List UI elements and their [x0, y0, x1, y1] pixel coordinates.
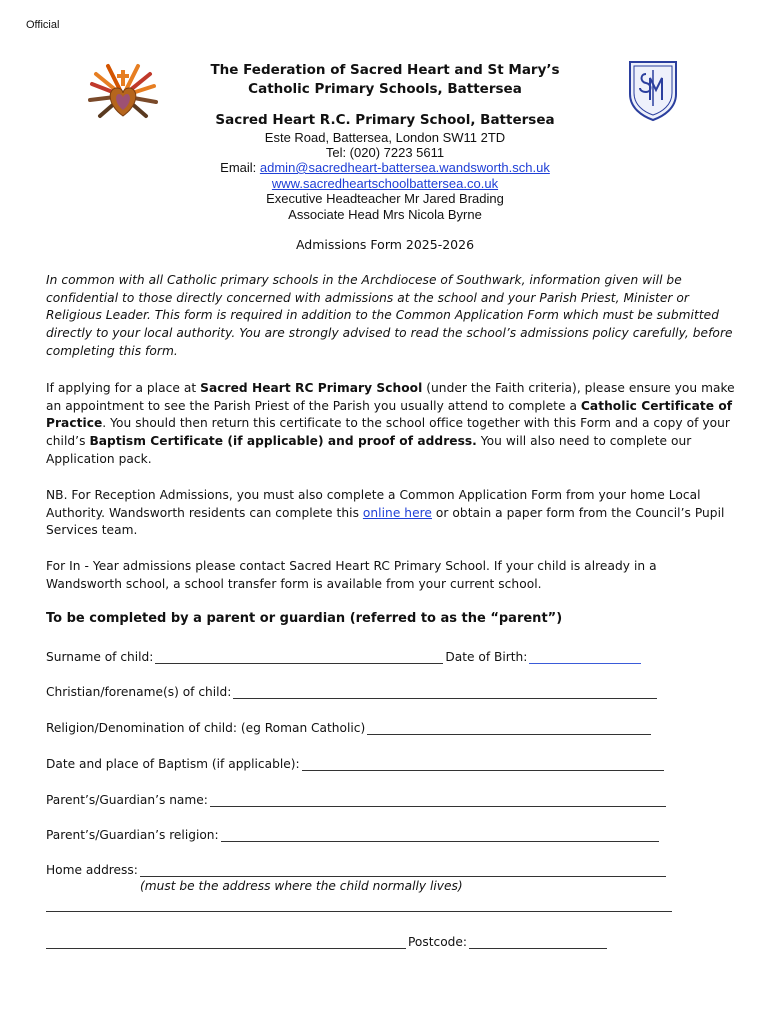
executive-headteacher: Executive Headteacher Mr Jared Brading [266, 191, 504, 206]
postcode-input-line[interactable] [469, 934, 607, 949]
federation-title-line2: Catholic Primary Schools, Battersea [248, 81, 522, 97]
school-address: Este Road, Battersea, London SW11 2TD [264, 130, 506, 145]
dob-label: Date of Birth: [445, 650, 528, 664]
faith-bold-school: Sacred Heart RC Primary School [200, 381, 423, 395]
home-address-input-line[interactable] [140, 862, 666, 877]
address-line-2[interactable] [46, 910, 672, 912]
parent-name-row [46, 789, 666, 807]
baptism-input-line[interactable] [302, 756, 664, 771]
address-line-3[interactable] [46, 934, 406, 949]
surname-label: Surname of child: [46, 650, 154, 664]
associate-head: Associate Head Mrs Nicola Byrne [288, 207, 482, 222]
forename-row [46, 681, 657, 699]
forename-label: Christian/forename(s) of child: [46, 685, 232, 699]
faith-bold-baptism: Baptism Certificate (if applicable) and proof of address. [89, 434, 477, 449]
dob-input-line[interactable] [529, 649, 641, 664]
religion-label: Religion/Denomination of child: (eg Roman Catholic) [46, 721, 366, 735]
baptism-label: Date and place of Baptism (if applicable): [46, 757, 300, 771]
federation-title [150, 61, 620, 99]
sacred-heart-logo [86, 60, 160, 122]
school-crest [626, 58, 680, 122]
school-email-line [150, 160, 620, 176]
religion-input-line[interactable] [367, 720, 651, 735]
federation-title-line1: The Federation of Sacred Heart and St Mary’s [210, 62, 560, 78]
postcode-row [46, 931, 607, 949]
home-address-label: Home address: [46, 863, 138, 877]
faith-text-3: . You should then return this certificate to the school office together with this Form and a copy of your child’s [46, 416, 730, 449]
website-link[interactable]: www.sacredheartschoolbattersea.co.uk [271, 176, 499, 191]
school-name: Sacred Heart R.C. Primary School, Battersea [215, 112, 555, 128]
form-title: Admissions Form 2025-2026 [295, 237, 475, 252]
email-link[interactable]: admin@sacredheart-battersea.wandsworth.sch.uk [259, 160, 550, 175]
section-heading: To be completed by a parent or guardian (referred to as the “parent”) [46, 611, 563, 626]
nb-text-1: NB. For Reception Admissions, you must also complete a Common Application Form from your home Local Authority. Wandsworth residents can complete this [46, 488, 701, 520]
intro-paragraph: In common with all Catholic primary schools in the Archdiocese of Southwark, information given will be confidential to those directly concerned with admissions at the school and your Parish Priest, Minister or Religious Leader. This form is required in addition to the Common Application Form which must be submitted directly to your local authority. You are strongly advised to read the school’s admissions policy carefully, before completing this form. [46, 273, 733, 358]
nb-paragraph [46, 487, 736, 540]
home-address-row [46, 859, 666, 877]
surname-input-line[interactable] [155, 649, 443, 664]
parent-religion-label: Parent’s/Guardian’s religion: [46, 828, 219, 842]
postcode-label: Postcode: [408, 935, 467, 949]
online-here-link[interactable]: online here [362, 505, 432, 520]
baptism-row [46, 753, 664, 771]
parent-name-input-line[interactable] [210, 792, 666, 807]
email-prefix: Email: [220, 160, 260, 175]
faith-text-2: (under the Faith criteria), please ensure you make an appointment to see the Parish Priest of the Parish you usually attend to complete a [46, 381, 735, 413]
religion-row [46, 717, 651, 735]
school-telephone: Tel: (020) 7223 5611 [325, 145, 445, 160]
parent-religion-row [46, 824, 659, 842]
faith-text-1: If applying for a place at [46, 381, 201, 395]
nb-text-2: or obtain a paper form from the Council’s Pupil Services team. [46, 505, 725, 538]
document-marking: Official [26, 19, 60, 31]
parent-religion-input-line[interactable] [221, 827, 659, 842]
faith-bold-certificate: Catholic Certificate of Practice [46, 398, 733, 431]
surname-row [46, 646, 641, 664]
school-website-line [150, 176, 620, 192]
address-note: (must be the address where the child normally lives) [140, 879, 463, 893]
faith-criteria-paragraph [46, 380, 736, 469]
parent-name-label: Parent’s/Guardian’s name: [46, 793, 208, 807]
in-year-paragraph: For In - Year admissions please contact Sacred Heart RC Primary School. If your child is already in a Wandsworth school, a school transfer form is available from your current school. [46, 559, 657, 591]
forename-input-line[interactable] [233, 684, 657, 699]
faith-text-4: You will also need to complete our Application pack. [46, 434, 692, 466]
